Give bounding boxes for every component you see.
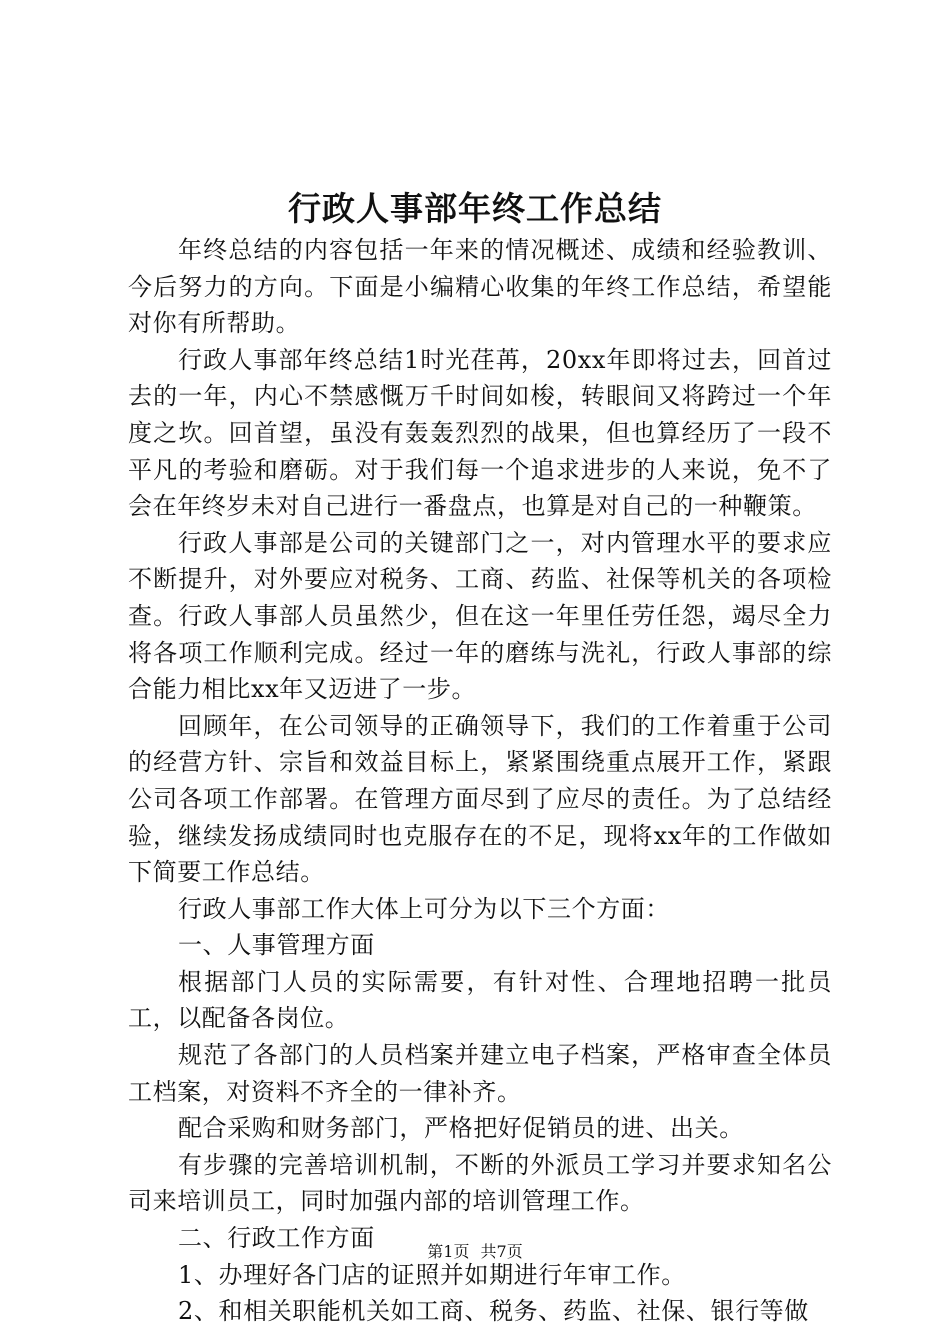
total-pages-label: 共7页 [480,1242,523,1261]
document-title: 行政人事部年终工作总结 [288,189,662,228]
document-body [128,232,832,1330]
paragraph-recruitment: 根据部门人员的实际需要，有针对性、合理地招聘一批员工，以配备各岗位。 [128,967,832,1033]
paragraph-archives: 规范了各部门的人员档案并建立电子档案，严格审查全体员工档案，对资料不齐全的一律补齐。 [128,1041,832,1106]
paragraph-summary-opening: 行政人事部年终总结1时光荏苒，20xx年即将过去，回首过去的一年，内心不禁感慨万千时间如梭，转眼间又将跨过一个年度之坎。回首望，虽没有轰轰烈烈的战果，但也算经历了一段不平凡的考验和磨砺。对于我们每一个追求进步的人来说，免不了会在年终岁未对自己进行一番盘点，也算是对自己的一种鞭策。 [128,345,832,521]
paragraph-admin-item-2: 2、和相关职能机关如工商、税务、药监、社保、银行等做 [178,1297,809,1326]
section-heading-hr: 一、人事管理方面 [178,931,375,960]
paragraph-three-aspects: 行政人事部工作大体上可分为以下三个方面： [178,894,670,923]
paragraph-intro: 年终总结的内容包括一年来的情况概述、成绩和经验教训、今后努力的方向。下面是小编精心收集的年终工作总结，希望能对你有所帮助。 [128,236,832,338]
paragraph-procurement: 配合采购和财务部门，严格把好促销员的进、出关。 [178,1114,744,1143]
paragraph-department-role: 行政人事部是公司的关键部门之一，对内管理水平的要求应不断提升，对外要应对税务、工商、药监、社保等机关的各项检查。行政人事部人员虽然少，但在这一年里任劳任怨，竭尽全力将各项工作顺利完成。经过一年的磨练与洗礼，行政人事部的综合能力相比xx年又迈进了一步。 [128,528,832,704]
paragraph-review: 回顾年，在公司领导的正确领导下，我们的工作着重于公司的经营方针、宗旨和效益目标上，紧紧围绕重点展开工作，紧跟公司各项工作部署。在管理方面尽到了应尽的责任。为了总结经验，继续发扬成绩同时也克服存在的不足，现将xx年的工作做如下简要工作总结。 [128,711,832,887]
section-heading-admin: 二、行政工作方面 [178,1224,375,1253]
page-footer [0,1240,950,1264]
paragraph-training: 有步骤的完善培训机制，不断的外派员工学习并要求知名公司来培训员工，同时加强内部的培训管理工作。 [128,1150,832,1216]
current-page-label: 第1页 [427,1242,470,1261]
paragraph-admin-item-1: 1、办理好各门店的证照并如期进行年审工作。 [178,1260,686,1289]
